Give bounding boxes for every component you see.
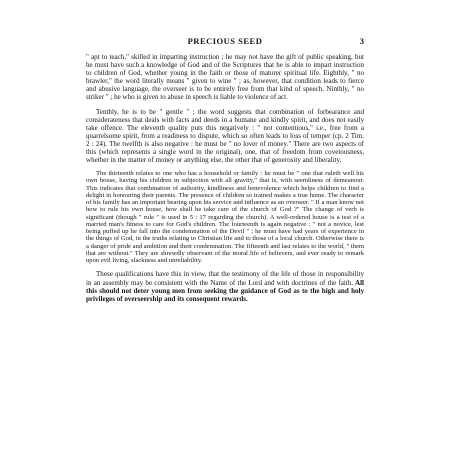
running-title: PRECIOUS SEED (187, 36, 263, 46)
paragraph-1 (86, 53, 364, 102)
page-body (86, 53, 364, 309)
paragraph-2 (86, 108, 364, 165)
paragraph-3 (86, 170, 364, 264)
paragraph-4-bold-text: All this should not deter young men from seeking the guidance of God as to the high and holy privileges of overseership and its consequent rewards. (86, 278, 364, 303)
paragraph-1-text: " apt to teach," skilled in imparting instruction ; he may not have the gift of public speaking, but he must have such a knowledge of God and of the Scriptures that he is able to impart instruction to children of God, whether young in the faith or those of maturer spiritual life. Eighthly, " no brawler," the word literally means " given to wine " ; as, however, that condition leads to fierce and abusive language, the overseer is to be entirely free from that kind of speech. Ninthly, " no striker " ; he who is given to abuse in speech is liable to violence of act. (86, 53, 364, 102)
page-number: 3 (359, 36, 364, 46)
paragraph-3-text: The thirteenth relates to one who has a household or family : he must be " one that ruleth well his own house, having his children in subjection with all gravity," that is, with seemliness of demeanour. This indicates that combination of authority, kindliness and benevolence which helps children to find a delight in honouring their parents. The presence of children so trained makes a true home. The character of his family has an important bearing upon his service and influence as an overseer. " If a man know not how to rule his own house, how shall he take care of the church of God ?" The change of verb is significant (though " rule " is used in 5 : 17 regarding the church). A well-ordered house is a test of a married man's fitness to care for God's children. The fourteenth is again negative : " not a novice, lest being puffed up he fall into the condemnation of the Devil " ; he must have had years of experience in the things of God, in the truths relating to Christian life and to those of a local church. Otherwise there is a danger of pride and ambition and their condemnation. The fifteenth and last relates to the world, " them that are without." They are shrewdly observant of the moral life of believers, and ever ready to remark upon evil living, slackness and unreliability. (86, 170, 364, 265)
paragraph-2-text: Tenthly, he is to be " gentle " ; the word suggests that combination of forbearance and considerateness that deals with facts and deeds in a humane and kindly spirit, and does not easily take offence. The eleventh quality puts this negatively : " not contentious," i.e., free from a quarrelsome spirit, from a readiness to dispute, which so often leads to loss of temper (cp. 2 Tim. 2 : 24). The twelfth is also negative : he must be " no lover of money." There are two aspects of this (which represents a single word in the original), one, that of freedom from covetousness, whether in the matter of money or anything else, the other that of generosity and liberality. (86, 107, 364, 165)
page-header (86, 36, 364, 50)
paragraph-4-text: These qualifications have this in view, that the testimony of the life of those in responsibility in an assembly may be consistent with the Name of the Lord and with doctrines of the faith. (86, 270, 364, 287)
paragraph-4 (86, 270, 364, 302)
